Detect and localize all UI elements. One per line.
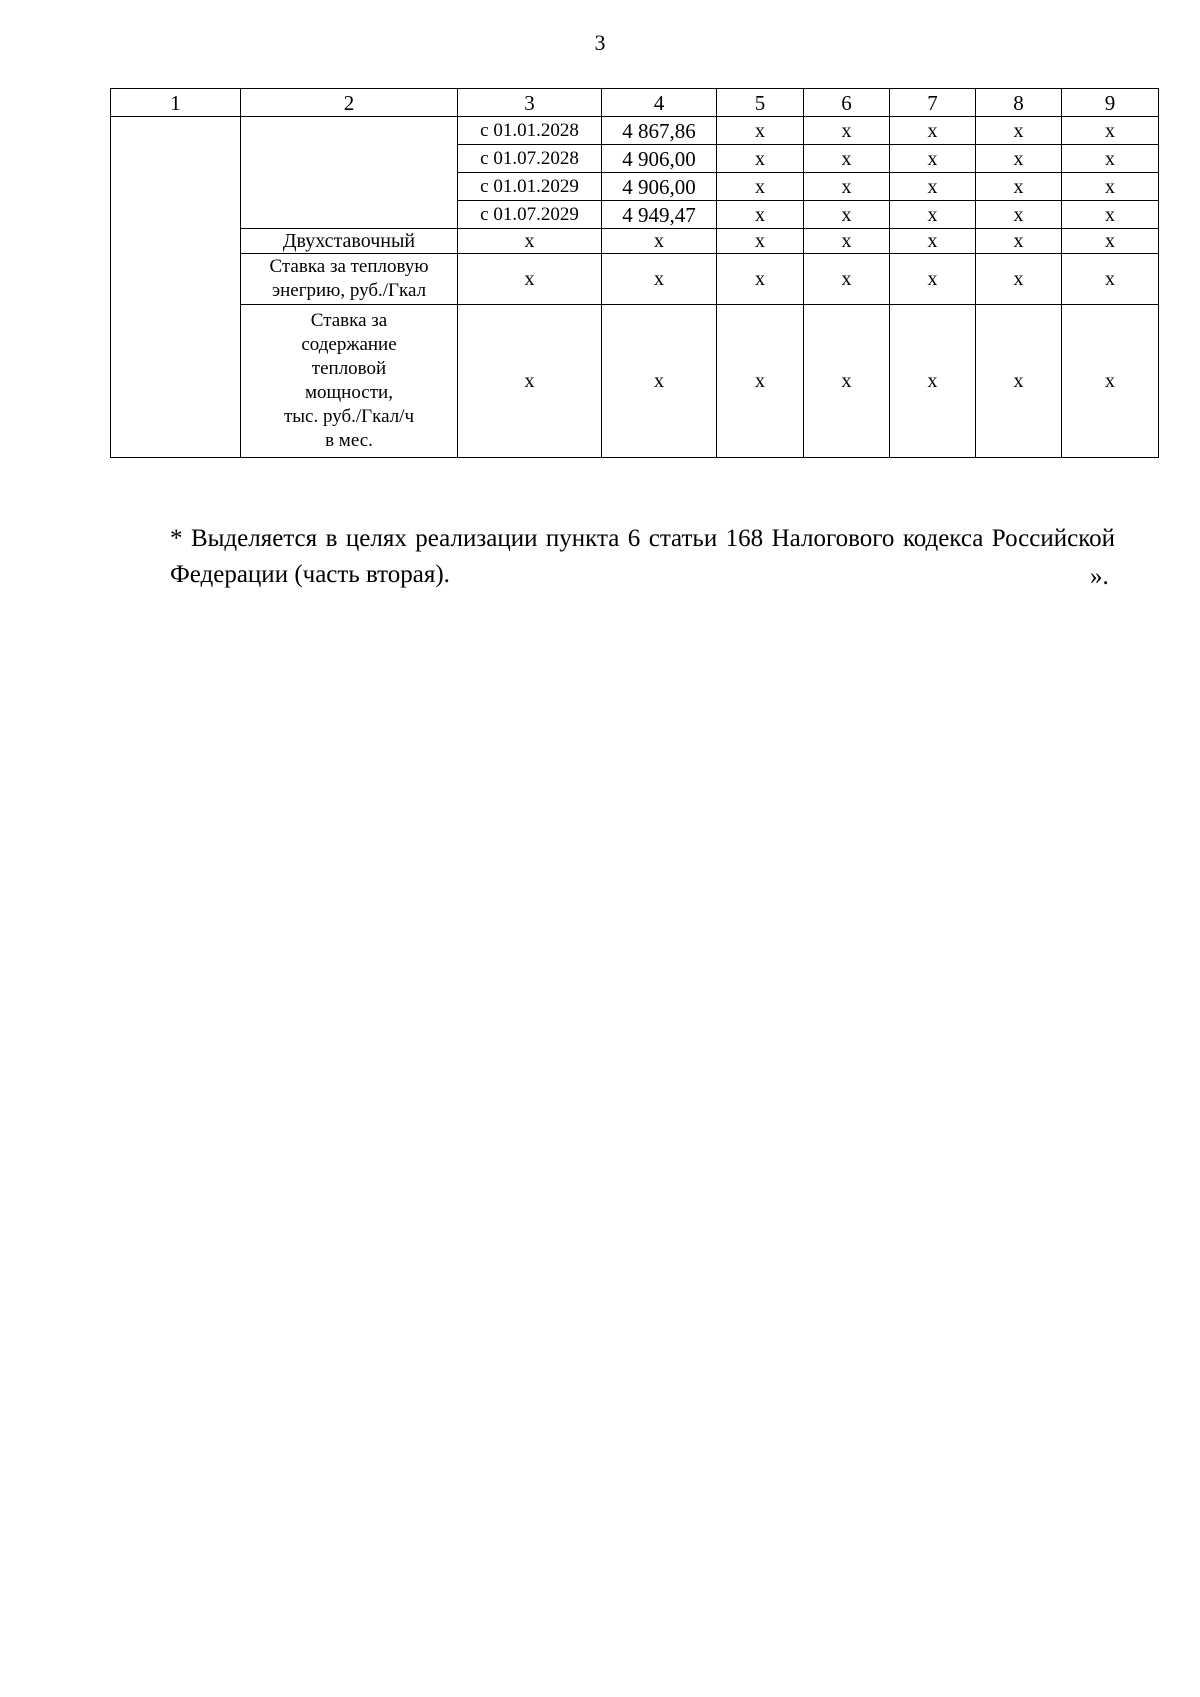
mark-cell: х (804, 229, 890, 254)
mark-cell: х (602, 254, 717, 305)
mark-cell: х (890, 254, 976, 305)
mark-cell: х (1062, 145, 1159, 173)
mark-cell: х (890, 201, 976, 229)
label-line: энегрию, руб./Гкал (271, 280, 427, 301)
footnote: * Выделяется в целях реализации пункта 6 статьи 168 Налогового кодекса Российской Федерации (часть вторая). (170, 525, 1115, 588)
tariff-table (110, 88, 1159, 458)
row-label-energy-rate (241, 254, 458, 305)
empty-cell-col2 (241, 117, 458, 229)
label-line: тепловой (311, 358, 387, 379)
value-cell: 4 906,00 (602, 145, 717, 173)
mark-cell: х (890, 145, 976, 173)
mark-cell: х (1062, 305, 1159, 458)
header-cell: 2 (241, 89, 458, 117)
header-cell: 5 (717, 89, 804, 117)
row-label-two-rate: Двухставочный (241, 229, 458, 254)
mark-cell: х (976, 229, 1062, 254)
label-line: тыс. руб./Гкал/ч (283, 406, 415, 427)
mark-cell: х (804, 173, 890, 201)
mark-cell: х (458, 305, 602, 458)
header-cell: 3 (458, 89, 602, 117)
label-line: содержание (301, 334, 397, 355)
mark-cell: х (804, 305, 890, 458)
mark-cell: х (804, 201, 890, 229)
label-line: Ставка за (310, 310, 388, 331)
mark-cell: х (804, 254, 890, 305)
mark-cell: х (890, 117, 976, 145)
table-header-row (111, 89, 1159, 117)
mark-cell: х (717, 173, 804, 201)
header-cell: 8 (976, 89, 1062, 117)
table-row (111, 305, 1159, 458)
value-cell: 4 867,86 (602, 117, 717, 145)
mark-cell: х (1062, 117, 1159, 145)
mark-cell: х (602, 229, 717, 254)
mark-cell: х (890, 229, 976, 254)
mark-cell: х (976, 254, 1062, 305)
mark-cell: х (976, 145, 1062, 173)
mark-cell: х (804, 145, 890, 173)
period-cell: с 01.01.2029 (458, 173, 602, 201)
header-cell: 4 (602, 89, 717, 117)
header-cell: 7 (890, 89, 976, 117)
mark-cell: х (717, 305, 804, 458)
value-cell: 4 949,47 (602, 201, 717, 229)
mark-cell: х (1062, 229, 1159, 254)
mark-cell: х (890, 173, 976, 201)
mark-cell: х (976, 305, 1062, 458)
mark-cell: х (458, 229, 602, 254)
mark-cell: х (976, 173, 1062, 201)
row-label-capacity-rate (241, 305, 458, 458)
value-cell: 4 906,00 (602, 173, 717, 201)
mark-cell: х (717, 201, 804, 229)
mark-cell: х (1062, 201, 1159, 229)
mark-cell: х (717, 229, 804, 254)
period-cell: с 01.07.2028 (458, 145, 602, 173)
mark-cell: х (717, 254, 804, 305)
mark-cell: х (458, 254, 602, 305)
empty-cell-col1 (111, 117, 241, 458)
period-cell: с 01.01.2028 (458, 117, 602, 145)
mark-cell: х (976, 117, 1062, 145)
closing-quote-mark: ». (1090, 563, 1109, 590)
mark-cell: х (602, 305, 717, 458)
mark-cell: х (890, 305, 976, 458)
header-cell: 9 (1062, 89, 1159, 117)
mark-cell: х (804, 117, 890, 145)
label-line: Ставка за тепловую (269, 256, 429, 277)
mark-cell: х (976, 201, 1062, 229)
label-line: в мес. (325, 430, 373, 451)
header-cell: 6 (804, 89, 890, 117)
period-cell: с 01.07.2029 (458, 201, 602, 229)
table-row (111, 229, 1159, 254)
header-cell: 1 (111, 89, 241, 117)
table-row (111, 117, 1159, 145)
mark-cell: х (717, 117, 804, 145)
page-number: 3 (594, 30, 606, 55)
mark-cell: х (1062, 254, 1159, 305)
mark-cell: х (1062, 173, 1159, 201)
table-row (111, 254, 1159, 305)
label-line: мощности, (305, 382, 393, 403)
mark-cell: х (717, 145, 804, 173)
